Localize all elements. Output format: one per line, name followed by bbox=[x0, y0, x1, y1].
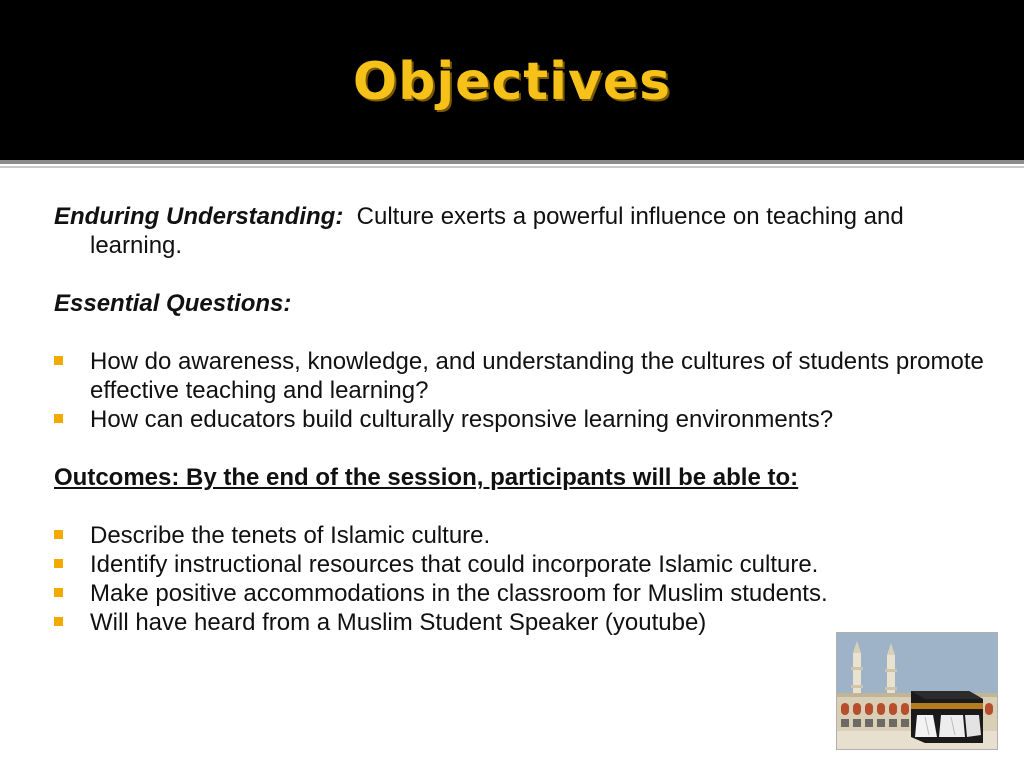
square-bullet-icon bbox=[54, 559, 63, 568]
title-divider-thin bbox=[0, 166, 1024, 168]
spacer bbox=[54, 260, 984, 289]
list-item-text: How can educators build culturally responsive learning environments? bbox=[90, 406, 834, 433]
square-bullet-icon bbox=[54, 530, 63, 539]
list-item-text: Will have heard from a Muslim Student Speaker (youtube) bbox=[90, 609, 707, 636]
enduring-label: Enduring Understanding: bbox=[54, 203, 344, 230]
essential-questions-label: Essential Questions: bbox=[54, 290, 292, 317]
title-bar bbox=[0, 0, 1024, 160]
enduring-text: Culture exerts a powerful influence on teaching and learning. bbox=[90, 203, 904, 259]
outcomes-label: Outcomes: By the end of the session, participants will be able to: bbox=[54, 464, 799, 491]
spacer bbox=[54, 492, 984, 521]
outcomes-list bbox=[54, 521, 984, 637]
list-item bbox=[54, 405, 984, 434]
enduring-understanding bbox=[54, 202, 984, 260]
list-item bbox=[54, 550, 984, 579]
essential-questions-list bbox=[54, 347, 984, 434]
list-item-text: Identify instructional resources that could incorporate Islamic culture. bbox=[90, 551, 819, 578]
list-item bbox=[54, 579, 984, 608]
list-item bbox=[54, 521, 984, 550]
kaaba-illustration bbox=[836, 632, 998, 750]
square-bullet-icon bbox=[54, 414, 63, 423]
spacer bbox=[54, 318, 984, 347]
spacer bbox=[54, 434, 984, 463]
list-item-text: Describe the tenets of Islamic culture. bbox=[90, 522, 491, 549]
list-item bbox=[54, 347, 984, 405]
title-divider bbox=[0, 160, 1024, 164]
square-bullet-icon bbox=[54, 617, 63, 626]
list-item-text: Make positive accommodations in the classroom for Muslim students. bbox=[90, 580, 828, 607]
slide-title: Objectives bbox=[352, 52, 672, 112]
square-bullet-icon bbox=[54, 356, 63, 365]
list-item-text: How do awareness, knowledge, and understanding the cultures of students promote effective teaching and learning? bbox=[90, 348, 984, 404]
slide-content bbox=[54, 202, 984, 637]
square-bullet-icon bbox=[54, 588, 63, 597]
